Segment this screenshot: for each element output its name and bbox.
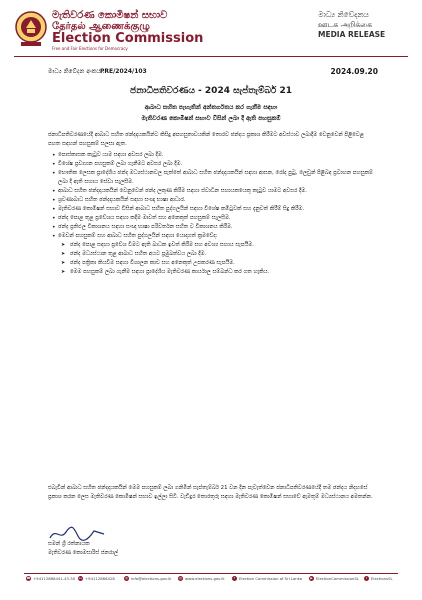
youtube-icon: ▶	[310, 576, 313, 580]
footer-youtube[interactable]	[309, 576, 359, 581]
list-item: • පොස්කාසක කැටුව යාම සඳහා අවසර ලබා දීම.	[48, 151, 374, 160]
facilities-sublist	[58, 241, 374, 277]
signatory-name: සමන් ශ්‍රී රත්නායක	[48, 541, 90, 547]
footer-divider	[24, 573, 398, 574]
facebook-icon: f	[233, 576, 236, 580]
phone-icon: ☎	[26, 576, 31, 580]
list-item: • ශ්‍රවණාබාධ සහිත ඡන්දදායකයින් සඳහා සංඥා භාෂා ආධාර.	[48, 196, 374, 205]
contact-footer	[26, 576, 398, 586]
footer-facebook-text[interactable]: Election Commission of Sri Lanka	[239, 576, 303, 581]
org-tagline: Free and Fair Elections for Democracy	[52, 46, 128, 51]
org-name-tamil: தேர்தல் ஆணைக்குழு	[52, 21, 150, 32]
org-name-english: Election Commission	[52, 31, 204, 46]
list-item: • ඡන්ද ප්‍රතිඵල විකාශනය සඳහා සංඥා භාෂා පරිවර්තන සහිත ව විකාශනය කිරීම.	[48, 223, 374, 232]
footer-email-text[interactable]: info@elections.gov.lk	[131, 576, 172, 581]
document-subtitle-line-1: ආබාධ සහිත පැහැතින් අන්තර්ගතය කර ගැනීම සඳහා	[144, 104, 278, 111]
sublist-item: ➤ ඡන්ද පොළ සඳහා ප්‍රවේශ වීමට ඇති බාධක ඉවත් කිරීම සහ අවශ්‍ය සහාය සැපයීම.	[58, 241, 374, 250]
facilities-list	[48, 151, 374, 277]
closing-paragraph: එබැවින් ආබාධ සහිත ඡන්දදායකයින් මෙම පහසුකම් ලබා ගනිමින් සැප්තැම්බර් 21 වන දින පැවැත්වෙන ජනාධිපතිවරණයේදී තම ඡන්දය නිදහසේ ප්‍රකාශ කරන ලෙස මැතිවරණ කොමිෂන් සභාව ඉල්ලා සිටී. වැඩිදුර තොරතුරු සඳහා මැතිවරණ කොමිෂන් සභාවේ ඇමතුම් මධ්‍යස්ථානය අමතන්න.	[48, 485, 373, 500]
reference-number: PRE/2024/103	[100, 68, 147, 75]
organization-name	[52, 10, 252, 51]
footer-twitter[interactable]	[364, 576, 393, 581]
release-date: 2024.09.20	[330, 67, 378, 76]
reference-label: මාධ්‍ය නිවේදන අංකය :	[48, 68, 105, 75]
document-subtitle-line-2: මැතිවරණ කොමිෂන් සභාව විසින් ලබා දී ඇති පහසුකම්	[141, 115, 281, 122]
list-item: • විශේෂ ප්‍රවාහන පහසුකම් ලබා ගැනීමට අවසර ලබා දීම.	[48, 160, 374, 169]
election-commission-emblem-icon	[14, 10, 48, 48]
document-title: ජනාධිපතිවරණය - 2024 සැප්තැම්බර් 21	[130, 86, 292, 96]
sublist-item: ➤ මෙම පහසුකම් ලබා ගැනීම සඳහා ප්‍රාදේශීය මැතිවරණ කාර්යාල සම්බන්ධ කර ගත හැකිය.	[58, 268, 374, 277]
footer-youtube-text[interactable]: ElectionCommissionSL	[316, 576, 359, 581]
list-item: • ඡන්ද පොළ තුළ ප්‍රවේශය සඳහා කදිම මාවත් සහ අනෙකුත් පහසුකම් සැලසීම.	[48, 214, 374, 223]
sublist-item: ➤ ඡන්ද මධ්‍යස්ථාන තුළ ආබාධ සහිත අයට ප්‍රමුඛත්වය ලබා දීම.	[58, 250, 374, 259]
footer-phone	[26, 576, 75, 581]
signatory-title: මැතිවරණ කොමසාරිස් ජනරාල්	[48, 550, 119, 556]
footer-twitter-text[interactable]: ElectionsSL	[371, 576, 393, 581]
release-label-tamil: ஊடக அறிக்கை	[318, 20, 373, 29]
footer-phone-text: +94112868441-43-50	[33, 576, 76, 581]
list-item: • ආබාධ සහිත ඡන්දදායකයින් වෙනුවෙන් ඡන්ද ලකුණ කිරීම සඳහා ස්වාධීන සහායකයෙකු කැටුව යාමට අවසර දීම.	[48, 187, 374, 196]
footer-fax-text: +94112868428	[85, 576, 115, 581]
release-heading	[318, 10, 408, 40]
intro-paragraph: ජනාධිපතිවරණයේදී ආබාධ සහිත ඡන්දදායකයින්ට කිසිදු අපහසුතාවයකින් තොරව ඡන්දය ප්‍රකාශ කිරීමට අවස්ථාව ලබාදීම වෙනුවෙන් පිළිවෙළ පහත සඳහන් පහසුකම් සලසා ඇත.	[48, 132, 364, 147]
footer-facebook[interactable]	[232, 576, 302, 581]
sublist-item: ➤ ඡන්ද පත්‍රිකා කියවීම සඳහා විශාලන කාච සහ අනෙකුත් උපකරණ සැපයීම.	[58, 259, 374, 268]
list-item-text: මෙවන් පහසුකම් සහ ආබාධ සහිත පුද්ගලයින් සඳහා යොදාගත් ක්‍රමවේද:	[58, 233, 218, 239]
letterhead	[14, 8, 408, 54]
globe-icon: ◍	[179, 576, 182, 580]
footer-website-text[interactable]: www.elections.gov.lk	[185, 576, 225, 581]
release-label-sinhala: මාධ්‍ය නිවේදනය	[318, 10, 369, 19]
twitter-icon: t	[365, 576, 368, 580]
list-item: • මැතිවරණ කොමිෂන් සභාව විසින් ආබාධ සහිත පුද්ගලයින් සඳහා විශේෂ කමිටුවක් සහ දැනුවත් කිරීම් සිදු කිරීම.	[48, 205, 374, 214]
release-label-english: MEDIA RELEASE	[318, 30, 386, 39]
fax-icon: ℻	[78, 576, 83, 580]
footer-email[interactable]	[124, 576, 171, 581]
list-item: • භෞතික ලෙසක ප්‍රාදේශීය ඡන්ද මධ්‍යස්ථානවල පැත්තේ ආබාධ සහිත ඡන්දදායකයින් සඳහා ආසන, රෝද පුටු, ලෙඩුන් පිළිබඳ ප්‍රවාහන පහසුකම් ලබා දී ඇති සහාය සේවා සැලසීම.	[48, 169, 374, 187]
header-divider	[14, 56, 408, 57]
footer-fax	[78, 576, 115, 581]
email-icon: @	[125, 576, 128, 580]
org-name-sinhala: මැතිවරණ කොමිෂන් සභාව	[52, 10, 168, 21]
footer-website[interactable]	[178, 576, 225, 581]
list-item	[48, 232, 374, 277]
